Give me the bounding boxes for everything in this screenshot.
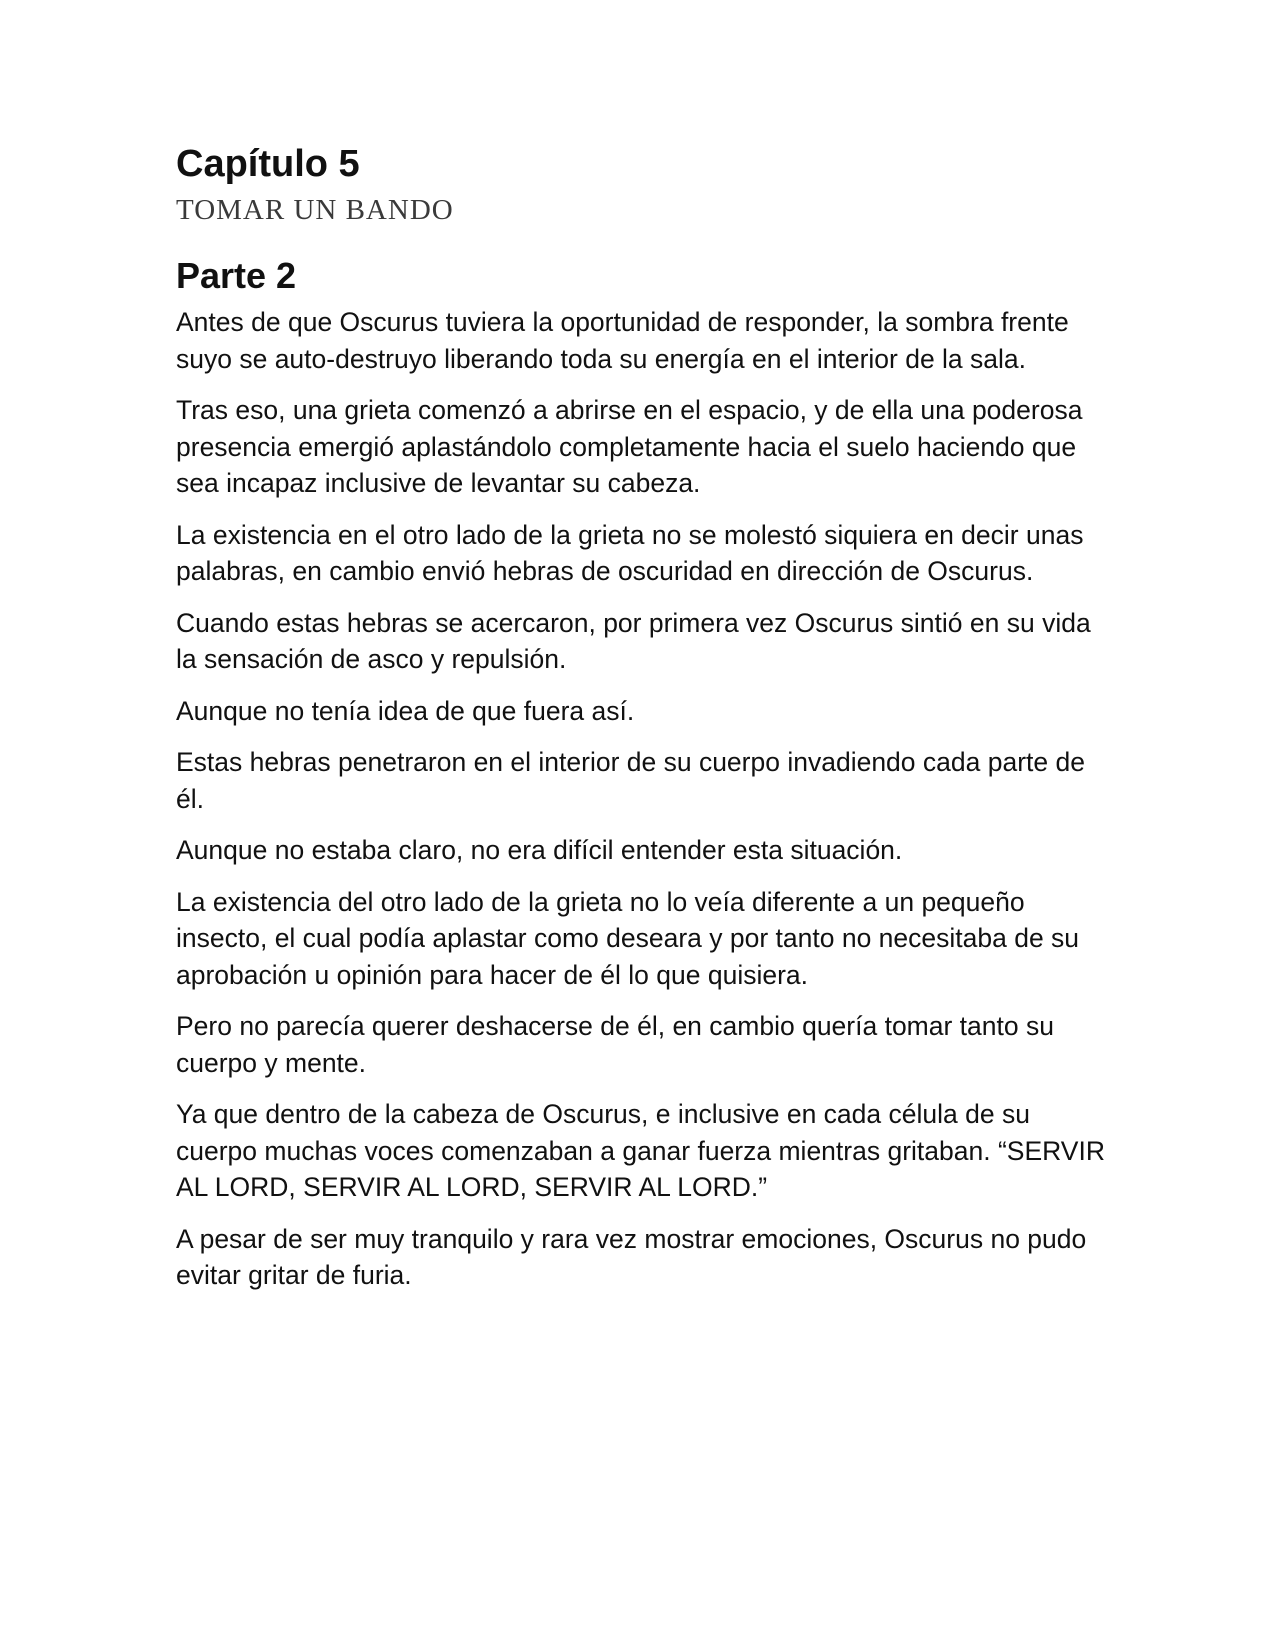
paragraph: Ya que dentro de la cabeza de Oscurus, e inclusive en cada célula de su cuerpo muchas voces comenzaban a ganar fuerza mientras gritaban. “SERVIR AL LORD, SERVIR AL LORD, SERVIR AL LORD.” (176, 1099, 1105, 1202)
paragraph: Estas hebras penetraron en el interior de su cuerpo invadiendo cada parte de él. (176, 747, 1085, 814)
paragraph: A pesar de ser muy tranquilo y rara vez mostrar emociones, Oscurus no pudo evitar gritar de furia. (176, 1223, 1087, 1290)
paragraph: Tras eso, una grieta comenzó a abrirse en el espacio, y de ella una poderosa presencia emergió aplastándolo completamente hacia el suelo haciendo que sea incapaz inclusive de levantar su cabeza. (176, 395, 1083, 498)
chapter-subtitle: TOMAR UN BANDO (176, 194, 454, 226)
part-title: Parte 2 (176, 255, 297, 296)
paragraph: La existencia del otro lado de la grieta no lo veía diferente a un pequeño insecto, el cual podía aplastar como deseara y por tanto no necesitaba de su aprobación u opinión para hacer de él lo que quisiera. (176, 886, 1080, 990)
paragraph: La existencia en el otro lado de la grieta no se molestó siquiera en decir unas palabras, en cambio envió hebras de oscuridad en dirección de Oscurus. (176, 519, 1084, 586)
chapter-title: Capítulo 5 (176, 143, 360, 185)
paragraph: Pero no parecía querer deshacerse de él, en cambio quería tomar tanto su cuerpo y mente. (176, 1011, 1054, 1078)
paragraph: Aunque no estaba claro, no era difícil entender esta situación. (176, 835, 903, 865)
document-page (176, 140, 1116, 1309)
paragraph: Antes de que Oscurus tuviera la oportunidad de responder, la sombra frente suyo se auto-destruyo liberando toda su energía en el interior de la sala. (176, 307, 1069, 374)
paragraph: Cuando estas hebras se acercaron, por primera vez Oscurus sintió en su vida la sensación de asco y repulsión. (176, 607, 1091, 674)
paragraph: Aunque no tenía idea de que fuera así. (176, 695, 635, 726)
